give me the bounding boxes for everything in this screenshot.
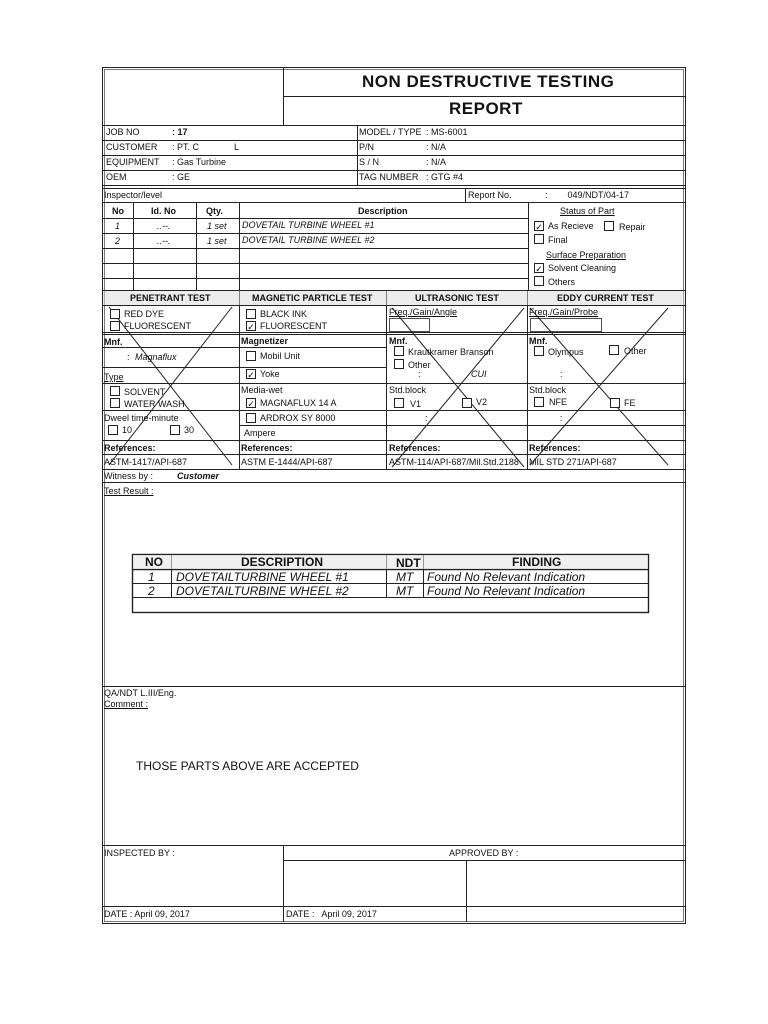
penetrant-colon: : (127, 352, 130, 362)
fluorescent-label: FLUORESCENT (124, 321, 192, 331)
item-desc: DOVETAIL TURBINE WHEEL #1 (242, 220, 375, 230)
v1-checkbox[interactable] (394, 398, 404, 408)
witness-value: Customer (177, 471, 220, 481)
witness-label: Witness by : (104, 471, 154, 481)
ut-mnf-label: Mnf. (389, 336, 408, 346)
results-col-finding: FINDING (512, 555, 562, 569)
krautkramer-label: Krautkramer Branson (408, 347, 494, 357)
job-no-value: : 17 (172, 127, 188, 137)
v2-label: V2 (476, 397, 488, 407)
water-wash-checkbox[interactable] (110, 398, 120, 408)
ec-other-checkbox[interactable] (609, 345, 619, 355)
ec-freq-label: Freq./Gain/Probe (529, 307, 599, 317)
result-ndt: MT (396, 570, 414, 584)
items-col-id: Id. No (151, 206, 176, 216)
qa-label: QA/NDT L.III/Eng. (104, 688, 177, 698)
black-ink-checkbox[interactable] (246, 309, 256, 319)
ut-other-label: Other (408, 360, 431, 370)
item-id: ..--. (157, 236, 171, 246)
mobil-unit-checkbox[interactable] (246, 351, 256, 361)
ut-other-checkbox[interactable] (394, 359, 404, 369)
ec-mnf-label: Mnf. (529, 336, 548, 346)
ec-references-label: References: (529, 443, 581, 453)
ut-other-value: CUI (471, 369, 487, 379)
item-qty: 1 set (207, 236, 227, 246)
result-desc: DOVETAILTURBINE WHEEL #2 (176, 584, 349, 598)
sn-value: : N/A (426, 157, 447, 167)
magnetic-test-header: MAGNETIC PARTICLE TEST (252, 293, 373, 303)
final-checkbox[interactable] (534, 234, 544, 244)
nfe-label: NFE (549, 397, 567, 407)
penetrant-mnf-label: Mnf. (104, 337, 123, 347)
red-dye-checkbox[interactable] (110, 309, 120, 319)
magnetizer-label: Magnetizer (241, 336, 289, 346)
fe-label: FE (624, 398, 636, 408)
ut-std-block-label: Std.block (389, 385, 427, 395)
item-no: 1 (115, 221, 121, 231)
ut-references-label: References: (389, 443, 441, 453)
status-of-part-label: Status of Part (560, 206, 615, 216)
date-left: DATE : April 09, 2017 (104, 909, 190, 919)
report-no-label: Report No. (468, 190, 512, 200)
oem-value: : GE (172, 172, 191, 182)
dwell-10-label: 10 (122, 425, 133, 435)
item-qty: 1 set (207, 221, 227, 231)
ut-colon: : (418, 369, 421, 379)
penetrant-test-header: PENETRANT TEST (130, 293, 211, 303)
final-label: Final (548, 235, 568, 245)
ec-other-label: Other (624, 346, 647, 356)
oem-label: OEM (106, 172, 127, 182)
approved-by-label: APPROVED BY : (449, 848, 519, 858)
ultrasonic-test-header: ULTRASONIC TEST (415, 293, 499, 303)
model-value: : MS-6001 (426, 127, 468, 137)
magnaflux-checkbox[interactable]: ✓ (247, 399, 255, 409)
ardrox-label: ARDROX SY 8000 (260, 413, 336, 423)
date-right: DATE : April 09, 2017 (286, 909, 377, 919)
ec-references-value: MIL STD 271/API-687 (529, 457, 617, 467)
penetrant-references-value: ASTM-1417/API-687 (104, 457, 188, 467)
yoke-checkbox[interactable]: ✓ (247, 370, 255, 380)
inspected-by-label: INSPECTED BY : (104, 848, 175, 858)
repair-checkbox[interactable] (604, 221, 614, 231)
report-title: NON DESTRUCTIVE TESTING (362, 72, 615, 91)
ec-colon: : (560, 369, 563, 379)
olympus-checkbox[interactable] (534, 346, 544, 356)
solvent-cleaning-checkbox[interactable]: ✓ (535, 264, 543, 274)
equipment-value: : Gas Turbine (172, 157, 227, 167)
result-no: 2 (148, 584, 155, 598)
pn-value: : N/A (426, 142, 447, 152)
item-desc: DOVETAIL TURBINE WHEEL #2 (242, 235, 375, 245)
pn-label: P/N (359, 142, 375, 152)
result-finding: Found No Relevant Indication (427, 584, 586, 598)
krautkramer-checkbox[interactable] (394, 346, 404, 356)
report-subtitle: REPORT (449, 99, 523, 118)
ec-std-colon: : (560, 413, 563, 423)
v1-label: V1 (410, 399, 422, 409)
yoke-label: Yoke (260, 369, 280, 379)
comment-text: THOSE PARTS ABOVE ARE ACCEPTED (136, 759, 359, 773)
dwell-30-label: 30 (184, 425, 195, 435)
items-col-no: No (112, 206, 124, 216)
test-result-label: Test Result : (104, 486, 154, 496)
penetrant-type-label: Type (104, 372, 124, 382)
magnetic-references-label: References: (241, 443, 293, 453)
dwell-30-checkbox[interactable] (170, 425, 180, 435)
as-recieve-label: As Recieve (548, 221, 594, 231)
repair-label: Repair (619, 222, 646, 232)
tag-label: TAG NUMBER (359, 172, 419, 182)
v2-checkbox[interactable] (462, 398, 472, 408)
mag-fluorescent-checkbox[interactable]: ✓ (247, 322, 255, 332)
as-recieve-checkbox[interactable]: ✓ (535, 222, 543, 232)
media-wet-label: Media-wet (241, 385, 283, 395)
comment-label: Comment : (104, 699, 149, 709)
ardrox-checkbox[interactable] (246, 413, 256, 423)
solvent-type-checkbox[interactable] (110, 386, 120, 396)
ut-std-colon: : (425, 413, 428, 423)
penetrant-references-label: References: (104, 443, 156, 453)
results-col-desc: DESCRIPTION (241, 555, 324, 569)
ampere-label: Ampere (244, 428, 276, 438)
model-label: MODEL / TYPE (359, 127, 422, 137)
item-id: ..--. (157, 221, 171, 231)
customer-value: : PT. C L (172, 142, 240, 152)
ut-freq-label: Freq./Gain/Angle (389, 307, 458, 317)
tag-value: : GTG #4 (426, 172, 464, 182)
solvent-type-label: SOLVENT (124, 387, 166, 397)
mobil-unit-label: Mobil Unit (260, 351, 301, 361)
others-checkbox[interactable] (534, 276, 544, 286)
items-col-qty: Qty. (206, 206, 223, 216)
solvent-cleaning-label: Solvent Cleaning (548, 263, 617, 273)
nfe-checkbox[interactable] (534, 397, 544, 407)
red-dye-label: RED DYE (124, 309, 165, 319)
mag-fluorescent-label: FLUORESCENT (260, 321, 328, 331)
ec-std-block-label: Std.block (529, 385, 567, 395)
magnetic-references-value: ASTM E-1444/API-687 (241, 457, 333, 467)
customer-label: CUSTOMER (106, 142, 158, 152)
surface-prep-label: Surface Preparation (546, 250, 627, 260)
penetrant-mnf-value: Magnaflux (135, 352, 177, 362)
eddy-current-header: EDDY CURRENT TEST (557, 293, 654, 303)
dwell-time-label: Dweel time-minute (104, 413, 179, 423)
result-ndt: MT (396, 584, 414, 598)
result-desc: DOVETAILTURBINE WHEEL #1 (176, 570, 349, 584)
olympus-label: Olympus (548, 347, 584, 357)
result-no: 1 (148, 570, 155, 584)
job-no-label: JOB NO (106, 127, 140, 137)
magnaflux-label: MAGNAFLUX 14 A (260, 398, 337, 408)
black-ink-label: BLACK INK (260, 309, 308, 319)
results-col-ndt: NDT (396, 556, 421, 570)
inspector-label: Inspector/level (104, 190, 163, 200)
fe-checkbox[interactable] (610, 398, 620, 408)
items-col-desc: Description (358, 206, 408, 216)
water-wash-label: WATER WASH (124, 399, 185, 409)
others-label: Others (548, 277, 576, 287)
result-finding: Found No Relevant Indication (427, 570, 586, 584)
item-no: 2 (115, 236, 121, 246)
report-no-value: : 049/NDT/04-17 (545, 190, 630, 200)
equipment-label: EQUIPMENT (106, 157, 160, 167)
ut-references-value: ASTM-114/API-687/Mil.Std.2188 (389, 457, 519, 467)
results-col-no: NO (145, 555, 163, 569)
dwell-10-checkbox[interactable] (108, 425, 118, 435)
sn-label: S / N (359, 157, 380, 167)
fluorescent-checkbox[interactable] (110, 321, 120, 331)
